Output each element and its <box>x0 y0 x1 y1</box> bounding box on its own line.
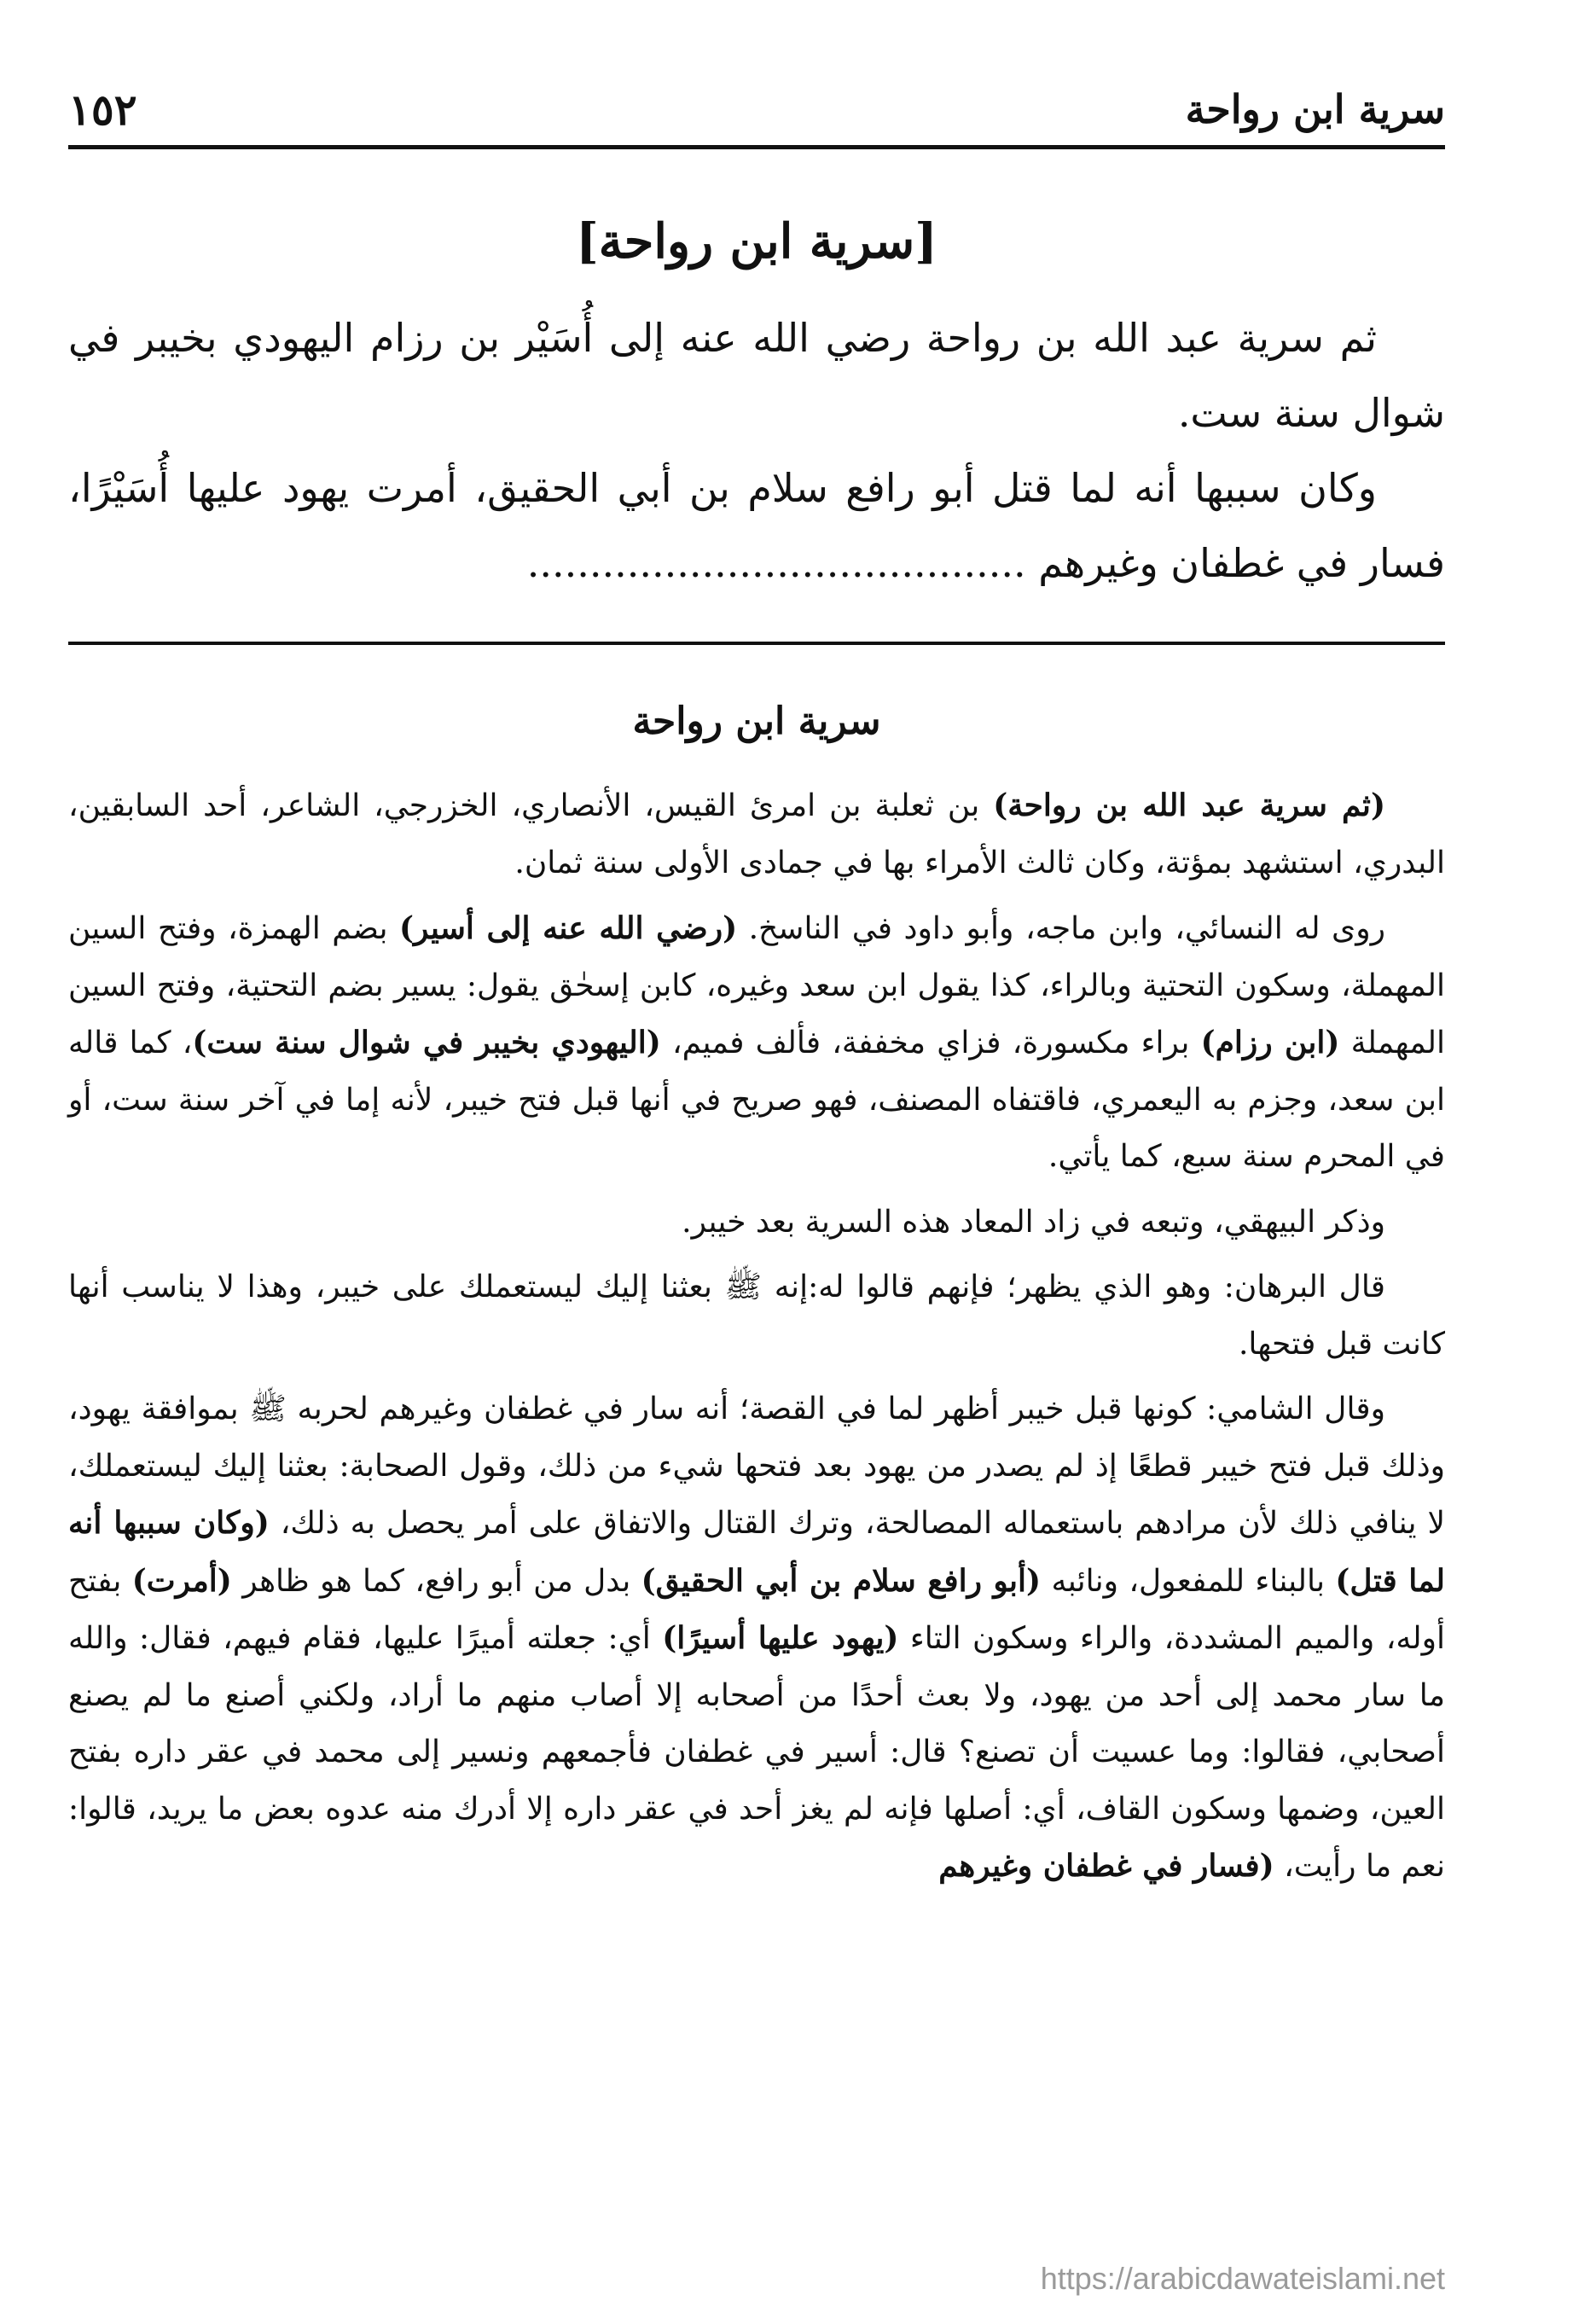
quoted-phrase: (يهود عليها أسيرًا) <box>662 1620 899 1656</box>
quoted-phrase: (وكان سببها أنه لما قتل) <box>68 1505 1445 1599</box>
commentary-paragraph-5 <box>68 1381 1445 1896</box>
quoted-phrase: (ثم سرية عبد الله بن رواحة) <box>993 787 1385 823</box>
commentary-heading: سرية ابن رواحة <box>632 700 881 743</box>
running-header <box>68 75 1445 143</box>
commentary-text: بدل من أبو رافع، كما هو ظاهر <box>231 1563 641 1599</box>
running-title: سرية ابن رواحة <box>1185 86 1445 132</box>
section-heading: [سرية ابن رواحة] <box>576 213 937 270</box>
quoted-phrase: (اليهودي بخيبر في شوال سنة ست) <box>192 1025 661 1060</box>
commentary-paragraph-2 <box>68 900 1445 1186</box>
watermark-url: https://arabicdawateislami.net <box>1040 2261 1445 2296</box>
quoted-phrase: (رضي الله عنه إلى أسير) <box>399 910 738 946</box>
commentary-text: بفتح أوله، والميم المشددة، والراء وسكون التاء <box>68 1563 1446 1656</box>
commentary <box>68 691 1445 1904</box>
commentary-text: ، كما قاله ابن سعد، وجزم به اليعمري، فاقتفاه المصنف، فهو صريح في أنها قبل فتح خيبر، لأنه إما في آخر سنة ست، أو في المحرم سنة سبع، كما يأتي. <box>68 1025 1445 1174</box>
commentary-text: أي: جعلته أميرًا عليها، فقام فيهم، فقال: والله ما سار محمد إلى أحد من يهود، ولا بعث أحدًا من أصحابه إلا أصاب منهم ما أراد، ولكني أصنع ما لم يصنع أصحابي، فقالوا: وما عسيت أن تصنع؟ قال: أسير في غطفان فأجمعهم ونسير إلى محمد في عقر داره بفتح العين، وضمها وسكون القاف، أي: أصلها فإنه لم يغز أحد في عقر داره إلا أدرك منه عدوه بعض ما يريد، قالوا: نعم ما رأيت، <box>68 1621 1446 1884</box>
commentary-text: بن ثعلبة بن امرئ القيس، الأنصاري، الخزرجي، الشاعر، أحد السابقين، البدري، استشهد بمؤتة، وكان ثالث الأمراء بها في جمادى الأولى سنة ثمان. <box>68 788 1445 880</box>
commentary-paragraph-1 <box>68 777 1445 892</box>
main-paragraph-2-text: وكان سببها أنه لما قتل أبو رافع سلام بن أبي الحقيق، أمرت يهود عليها أُسَيْرًا، فسار في غطفان وغيرهم <box>68 465 1445 586</box>
commentary-text: وقال الشامي: كونها قبل خيبر أظهر لما في القصة؛ أنه سار في غطفان وغيرهم لحربه ﷺ بموافقة يهود، وذلك قبل فتح خيبر قطعًا إذ لم يصدر من يهود بعد فتحها شيء من ذلك، وقول الصحابة: بعثنا إليك ليستعملك، لا ينافي ذلك لأن مرادهم باستعماله المصالحة، وترك القتال والاتفاق على أمر يحصل به ذلك، <box>68 1391 1445 1541</box>
quoted-phrase: (فسار في غطفان وغيرهم <box>938 1848 1274 1884</box>
commentary-paragraph-4: قال البرهان: وهو الذي يظهر؛ فإنهم قالوا له:إنه ﷺ بعثنا إليك ليستعملك على خيبر، وهذا لا يناسب أنها كانت قبل فتحها. <box>68 1269 1445 1362</box>
commentary-paragraph-3: وذكر البيهقي، وتبعه في زاد المعاد هذه السرية بعد خيبر. <box>682 1204 1385 1240</box>
commentary-text: براء مكسورة، فزاي مخففة، فألف فميم، <box>660 1025 1201 1060</box>
header-rule <box>68 145 1445 149</box>
dotted-leader: ........................................ <box>526 540 1026 586</box>
main-paragraph-2 <box>68 450 1445 601</box>
main-paragraph-1: ثم سرية عبد الله بن رواحة رضي الله عنه إلى أُسَيْر بن رزام اليهودي بخيبر في شوال سنة ست. <box>68 315 1445 436</box>
quoted-phrase: (ابن رزام) <box>1200 1025 1340 1060</box>
page-number: ١٥٢ <box>68 84 137 135</box>
main-text <box>68 196 1445 601</box>
commentary-text: روى له النسائي، وابن ماجه، وأبو داود في الناسخ. <box>737 911 1385 946</box>
quoted-phrase: (أمرت) <box>131 1562 232 1599</box>
quoted-phrase: (أبو رافع سلام بن أبي الحقيق) <box>641 1562 1042 1599</box>
commentary-text: بضم الهمزة، وفتح السين المهملة، وسكون التحتية وبالراء، كذا يقول ابن سعد وغيره، كابن إسحٰق يقول: يسير بضم التحتية، وفتح السين المهملة <box>68 911 1445 1060</box>
commentary-text: بالبناء للمفعول، ونائبه <box>1041 1563 1336 1599</box>
section-divider <box>68 642 1445 645</box>
